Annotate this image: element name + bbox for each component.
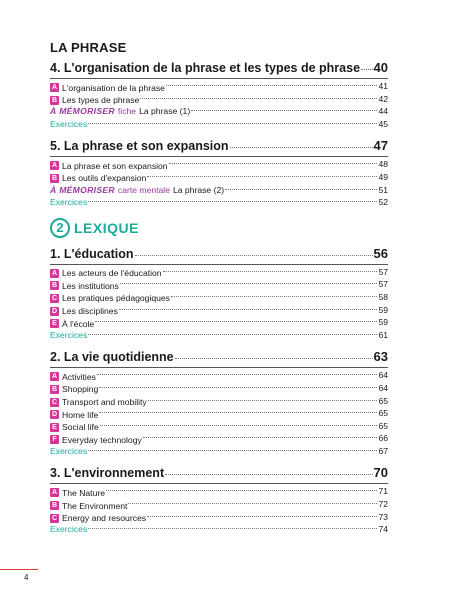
section-lexique [50,246,388,537]
letter-badge: A [51,373,58,381]
dot-leader [99,387,377,388]
subsection-title: La phrase et son expansion [62,160,168,171]
entry-page: 65 [378,408,388,419]
dot-leader [119,309,378,310]
subsection-title: Everyday technology [62,434,142,445]
entry-page: 48 [378,159,388,170]
memorize-label [50,185,224,195]
entry-page: 45 [378,118,388,129]
subsection-entry[interactable] [50,486,388,499]
memorize-tag: À MÉMORISER [50,106,115,117]
subsection-title: À l'école [62,318,95,329]
letter-badge: F [50,435,59,444]
subsection-entry[interactable] [50,383,388,396]
entry-page: 59 [378,317,388,328]
letter-badge: D [51,411,58,419]
dot-leader [165,474,372,475]
subsection-label [50,161,168,171]
chapter-entry[interactable] [50,349,388,368]
exercises-entry[interactable] [50,446,388,459]
page-number-rule [0,569,38,570]
dot-leader [88,528,377,529]
letter-badge: B [51,174,58,182]
page-number: 4 [24,573,29,582]
entry-page: 72 [378,499,388,510]
letter-badge: B [51,282,58,290]
dot-leader [191,110,377,111]
dot-leader [361,69,373,70]
subsection-title: Transport and mobility [62,397,147,407]
subsection-label [50,319,94,329]
dot-leader [128,503,377,504]
dot-leader [99,412,377,413]
letter-badge: E [50,319,59,328]
dot-leader [169,163,378,164]
dot-leader [147,516,377,517]
dot-leader [88,201,377,202]
subsection-title: Shopping [62,384,99,395]
subsection-entry[interactable] [50,396,388,409]
section-phrase [50,60,388,210]
entry-page: 64 [378,382,388,393]
subsection-title: Les disciplines [62,306,118,317]
exercises-entry[interactable] [50,119,388,132]
subsection-title: Social life [62,422,99,433]
subsection-label [50,513,146,523]
subsection-label [50,268,162,278]
dot-leader [95,321,377,322]
dot-leader [175,358,373,359]
subsection-label [50,397,147,407]
exercises-entry[interactable] [50,524,388,537]
exercises-label: Exercices [50,329,88,340]
subsection-entry[interactable] [50,433,388,446]
entry-page: 41 [378,81,388,91]
subsection-entry[interactable] [50,305,388,318]
toc-chapter [50,60,388,131]
subsection-title: L'organisation de la phrase [62,82,165,93]
subsection-label [50,488,105,498]
part-title: LA PHRASE [50,40,127,55]
subsection-entry[interactable] [50,94,388,107]
chapter-title: 1. L'éducation [50,246,134,261]
section-heading-lexique [50,218,388,238]
memorize-type: fiche [117,106,137,117]
subsection-entry[interactable] [50,81,388,94]
subsection-title: Energy and resources [62,513,147,524]
memorize-label [50,106,190,116]
dot-leader [225,189,377,190]
subsection-entry[interactable] [50,421,388,434]
subsection-title: Les institutions [62,280,119,291]
letter-badge: B [51,502,58,510]
subsection-label [50,83,165,93]
subsection-label [50,281,119,291]
letter-badge: B [51,385,58,393]
chapter-page: 56 [373,245,388,261]
exercises-label: Exercices [50,118,88,129]
subsection-title: The Nature [62,487,105,498]
exercises-label: Exercices [50,524,88,535]
chapter-entry[interactable] [50,246,388,265]
subsection-title: Home life [62,409,99,420]
subsection-label [50,384,98,394]
chapter-title: 3. L'environnement [50,466,165,481]
toc-chapter [50,349,388,458]
letter-badge: C [51,294,58,302]
letter-badge: E [50,423,59,432]
entry-page: 74 [378,524,388,535]
subsection-label [50,435,142,445]
subsection-title: Activities [62,371,96,382]
dot-leader [106,490,377,491]
chapter-entry[interactable] [50,60,388,79]
entry-page: 64 [378,370,388,381]
dot-leader [171,296,377,297]
chapter-title: 4. L'organisation de la phrase et les types de phrase [50,61,361,75]
subsection-title: The Environment [62,500,128,511]
dot-leader [230,147,373,148]
entry-page: 49 [378,171,388,182]
subsection-entry[interactable] [50,370,388,383]
chapter-title: 5. La phrase et son expansion [50,139,229,154]
memorize-title: La phrase (1) [139,106,191,117]
subsection-entry[interactable] [50,292,388,305]
dot-leader [120,283,378,284]
exercises-entry[interactable] [50,330,388,343]
memorize-type: carte mentale [117,184,170,195]
subsection-entry[interactable] [50,159,388,172]
exercises-label: Exercices [50,197,88,208]
subsection-label [50,372,96,382]
entry-page: 52 [378,197,388,208]
subsection-entry[interactable] [50,267,388,280]
subsection-label [50,173,146,183]
memorize-entry[interactable] [50,185,388,198]
dot-leader [88,123,377,124]
dot-leader [88,450,377,451]
dot-leader [143,437,378,438]
entry-page: 51 [378,184,388,195]
subsection-entry[interactable] [50,408,388,421]
entry-page: 61 [378,329,388,340]
dot-leader [100,425,378,426]
subsection-label [50,501,127,511]
chapter-page: 40 [373,60,388,75]
entry-page: 58 [378,291,388,302]
letter-badge: B [51,96,58,104]
subsection-entry[interactable] [50,317,388,330]
subsection-label [50,410,98,420]
subsection-title: Les pratiques pédagogiques [62,293,170,304]
subsection-entry[interactable] [50,279,388,292]
dot-leader [88,334,377,335]
chapter-entry[interactable] [50,465,388,484]
entry-page: 65 [378,420,388,431]
chapter-page: 63 [373,349,388,365]
memorize-title: La phrase (2) [172,184,225,195]
subsection-label [50,306,118,316]
entry-page: 67 [378,445,388,456]
entry-page: 57 [378,266,388,277]
subsection-entry[interactable] [50,499,388,512]
entry-page: 73 [378,511,388,522]
subsection-label [50,95,139,105]
chapter-entry[interactable] [50,138,388,157]
entry-page: 57 [378,279,388,290]
entry-page: 42 [378,93,388,104]
letter-badge: A [51,162,58,170]
table-of-contents [50,40,388,544]
letter-badge: C [51,514,58,522]
letter-badge: A [51,489,58,497]
memorize-entry[interactable] [50,106,388,119]
letter-badge: C [51,398,58,406]
entry-page: 44 [378,106,388,117]
memorize-tag: À MÉMORISER [50,184,115,195]
subsection-title: Les types de phrase [62,95,140,106]
chapter-title: 2. La vie quotidienne [50,350,174,365]
dot-leader [147,176,377,177]
entry-page: 66 [378,433,388,444]
subsection-label [50,422,99,432]
subsection-entry[interactable] [50,512,388,525]
entry-page: 71 [378,486,388,497]
dot-leader [135,255,373,256]
dot-leader [163,271,378,272]
dot-leader [166,85,378,86]
letter-badge: A [51,269,58,277]
toc-chapter [50,246,388,343]
letter-badge: A [51,84,58,91]
entry-page: 59 [378,304,388,315]
entry-page: 65 [378,395,388,406]
section-number-badge: 2 [50,218,70,238]
subsection-title: Les acteurs de l'éducation [62,268,162,279]
exercises-label: Exercices [50,445,88,456]
section-title: LEXIQUE [74,219,139,236]
toc-chapter [50,138,388,209]
subsection-label [50,293,170,303]
chapter-page: 47 [373,138,388,154]
subsection-title: Les outils d'expansion [62,173,147,184]
subsection-entry[interactable] [50,172,388,185]
exercises-entry[interactable] [50,197,388,210]
dot-leader [97,374,378,375]
chapter-page: 70 [373,465,388,481]
dot-leader [148,400,378,401]
letter-badge: D [51,307,58,315]
dot-leader [140,98,377,99]
toc-chapter [50,465,388,536]
